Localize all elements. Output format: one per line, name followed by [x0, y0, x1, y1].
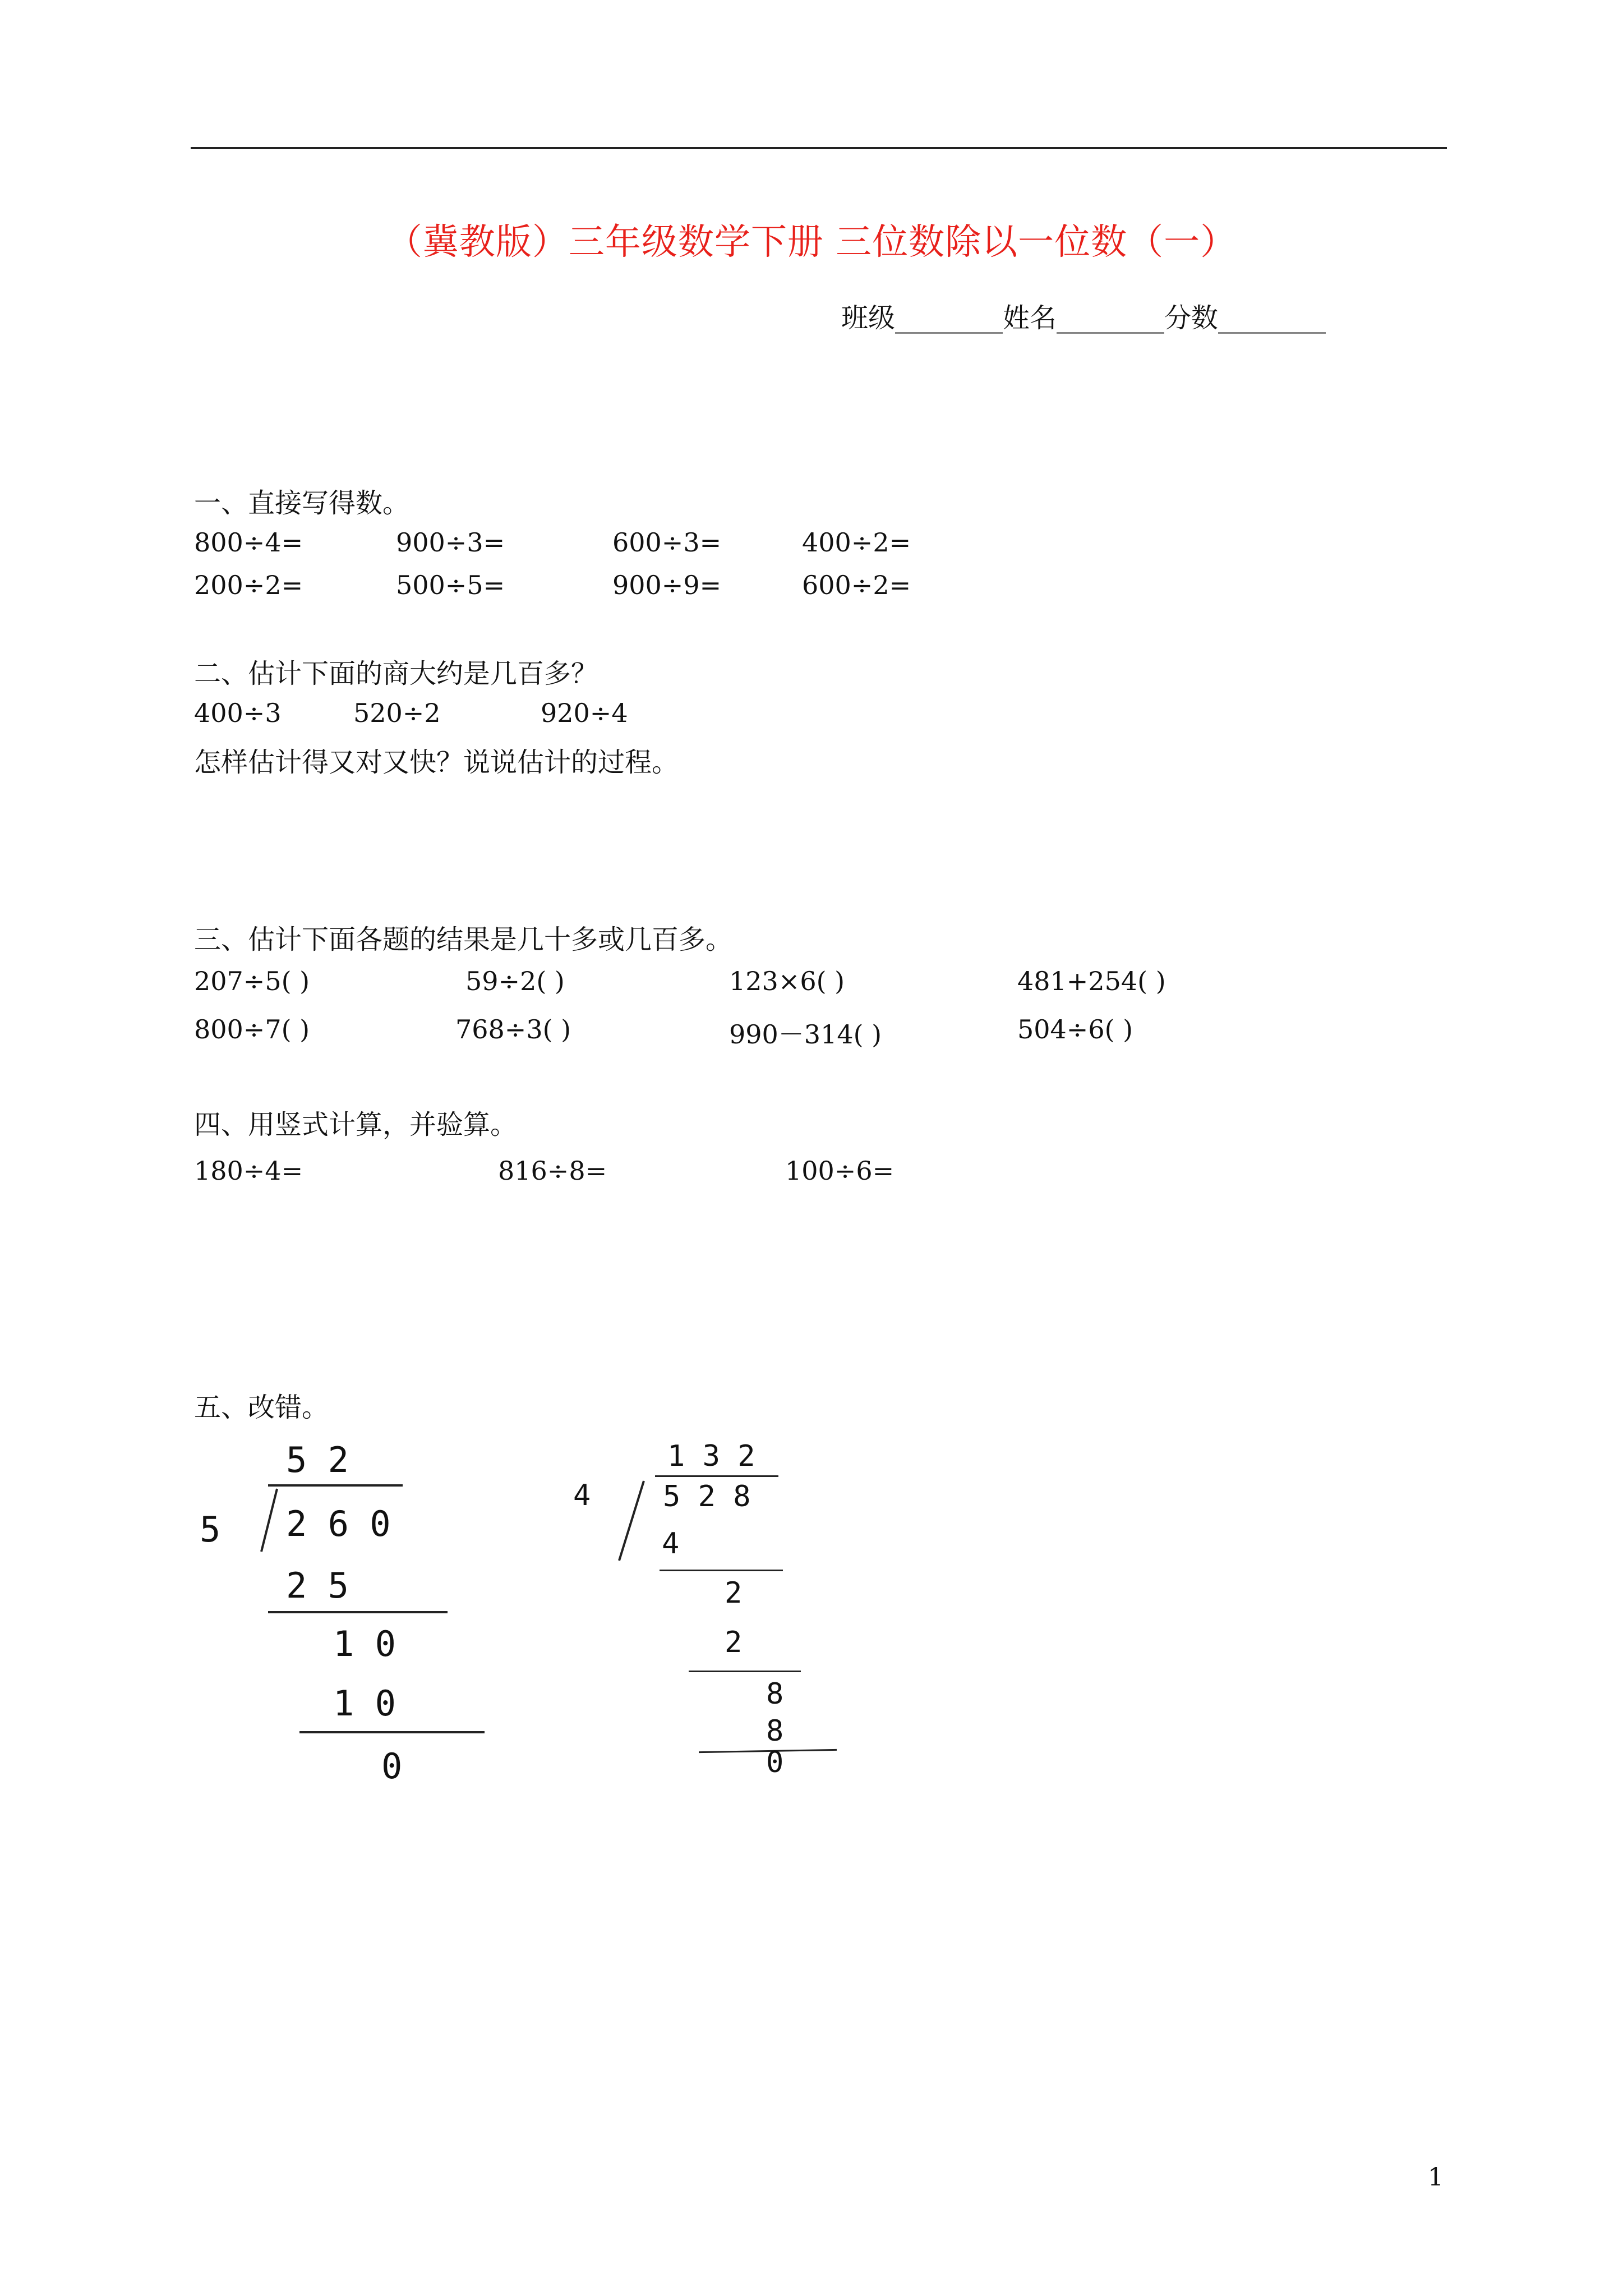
- s1-item: 500÷5=: [396, 570, 505, 600]
- ld2-divisor: 4: [573, 1479, 591, 1512]
- s3-item: 504÷6( ): [1017, 1014, 1133, 1045]
- section-5-heading: 五、改错。: [194, 1392, 329, 1423]
- s1-item: 600÷3=: [612, 527, 722, 558]
- ld1-quotient-line: [268, 1484, 403, 1487]
- ld1-step: 2 5: [286, 1565, 349, 1606]
- ld1-divisor: 5: [200, 1509, 221, 1550]
- ld1-remainder: 0: [381, 1746, 403, 1787]
- ld2-line: [689, 1671, 801, 1672]
- ld2-quotient-line: [655, 1475, 778, 1477]
- s2-item: 920÷4: [541, 698, 628, 728]
- ld2-step: 8: [766, 1677, 784, 1711]
- ld1-quotient: 5 2: [286, 1439, 349, 1480]
- s4-item: 180÷4=: [194, 1156, 303, 1186]
- ld1-dividend: 2 6 0: [286, 1503, 391, 1544]
- s3-item: 990－314( ): [729, 1019, 882, 1050]
- s3-item: 207÷5( ): [194, 966, 310, 996]
- document-title: （冀教版）三年级数学下册 三位数除以一位数（一）: [386, 222, 1237, 263]
- ld2-step: 2: [725, 1626, 743, 1659]
- ld2-dividend: 5 2 8: [663, 1480, 751, 1513]
- section-1-heading: 一、直接写得数。: [194, 487, 410, 519]
- s1-item: 900÷9=: [612, 570, 722, 600]
- ld2-step: 2: [725, 1576, 743, 1610]
- ld2-bracket: [615, 1479, 648, 1563]
- s4-item: 100÷6=: [785, 1156, 895, 1186]
- s3-item: 768÷3( ): [455, 1014, 571, 1045]
- s4-item: 816÷8=: [498, 1156, 607, 1186]
- section-4-heading: 四、用竖式计算，并验算。: [194, 1109, 518, 1140]
- section-2-heading: 二、估计下面的商大约是几百多？: [194, 658, 598, 689]
- student-info-line: 班级________姓名________分数________: [841, 302, 1326, 334]
- ld1-line: [299, 1731, 485, 1733]
- ld2-step: 8: [766, 1714, 784, 1748]
- ld1-bracket: [258, 1487, 280, 1554]
- s1-item: 900÷3=: [396, 527, 505, 558]
- s1-item: 600÷2=: [802, 570, 911, 600]
- s1-item: 200÷2=: [194, 570, 303, 600]
- header-rule: [191, 147, 1447, 149]
- s1-item: 800÷4=: [194, 527, 303, 558]
- ld2-step: 4: [662, 1527, 680, 1561]
- s3-item: 481+254( ): [1017, 966, 1166, 996]
- ld1-line: [268, 1611, 448, 1613]
- s2-item: 520÷2: [353, 698, 441, 728]
- ld1-step: 1 0: [333, 1623, 396, 1664]
- s3-item: 123×6( ): [729, 966, 845, 996]
- s1-item: 400÷2=: [802, 527, 911, 558]
- s3-item: 59÷2( ): [465, 966, 565, 996]
- ld2-quotient: 1 3 2: [667, 1439, 755, 1473]
- s3-item: 800÷7( ): [194, 1014, 310, 1045]
- page-number: 1: [1428, 2163, 1444, 2192]
- ld2-remainder: 0: [766, 1746, 784, 1779]
- s2-question: 怎样估计得又对又快？说说估计的过程。: [194, 747, 679, 778]
- ld1-step: 1 0: [333, 1683, 396, 1724]
- s2-item: 400÷3: [194, 698, 282, 728]
- ld2-line: [660, 1570, 783, 1571]
- section-3-heading: 三、估计下面各题的结果是几十多或几百多。: [194, 924, 733, 955]
